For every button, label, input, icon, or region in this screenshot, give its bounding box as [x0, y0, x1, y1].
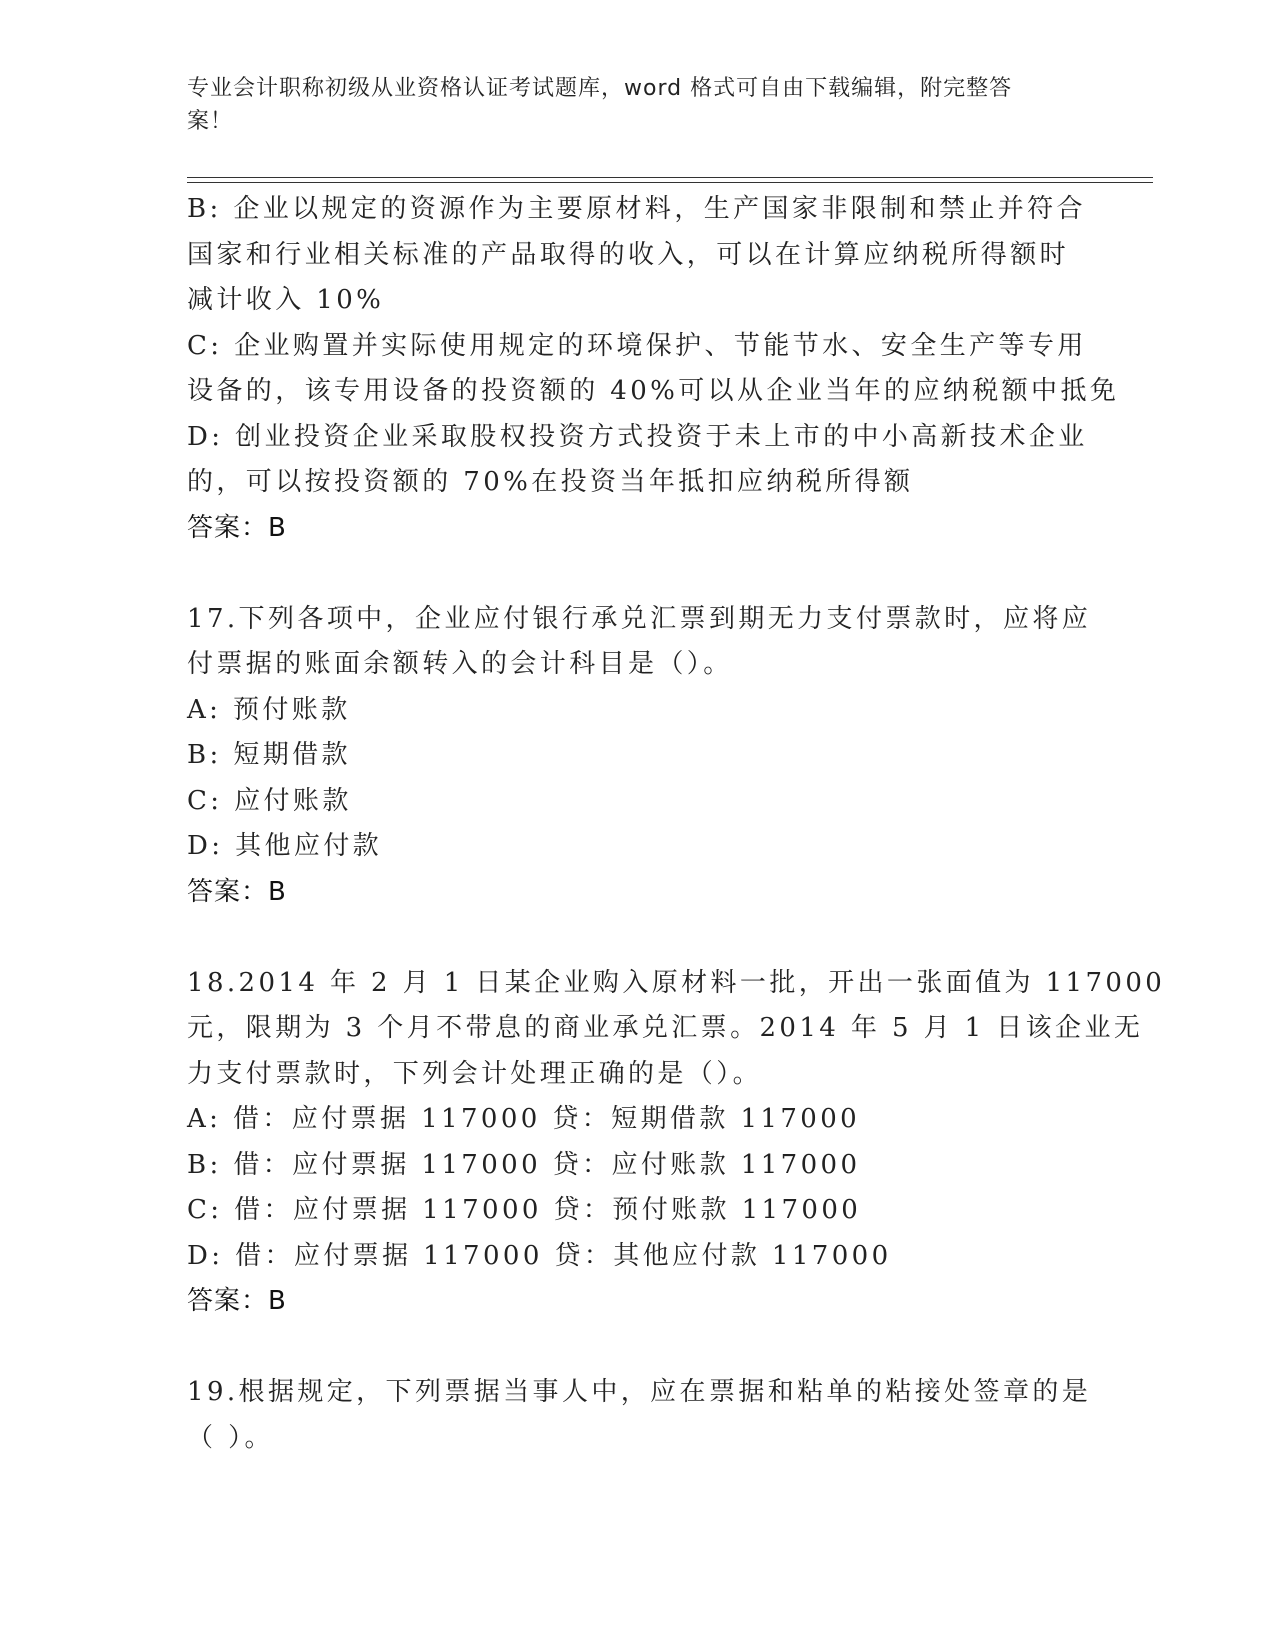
question-17-stem-line-2: 付票据的账面余额转入的会计科目是（）。 — [187, 649, 733, 679]
answer-16: 答案：B — [187, 512, 287, 543]
header-divider-bottom — [187, 182, 1153, 183]
question-content — [187, 187, 1166, 1461]
answer-17: 答案：B — [187, 876, 287, 907]
question-17-stem-line-1: 17.下列各项中，企业应付银行承兑汇票到期无力支付票款时，应将应 — [187, 603, 1092, 634]
question-18-option-d: D: 借：应付票据 117000 贷：其他应付款 117000 — [187, 1240, 892, 1271]
page-header — [187, 72, 1067, 138]
question-17-option-a: A: 预付账款 — [187, 694, 351, 725]
question-18-option-b: B: 借：应付票据 117000 贷：应付账款 117000 — [187, 1149, 861, 1180]
spacer — [187, 1325, 1087, 1371]
question-block-17 — [187, 597, 1092, 916]
question-block-16 — [187, 187, 1120, 551]
answer-18: 答案：B — [187, 1286, 287, 1316]
option-d-line-2: 的，可以按投资额的 70%在投资当年抵扣应纳税所得额 — [187, 467, 914, 497]
option-d-line-1: D: 创业投资企业采取股权投资方式投资于未上市的中小高新技术企业 — [187, 421, 1088, 452]
option-c-line-1: C: 企业购置并实际使用规定的环境保护、节能节水、安全生产等专用 — [187, 330, 1087, 361]
spacer — [187, 551, 1087, 597]
spacer — [187, 915, 1087, 961]
option-b-line-2: 国家和行业相关标准的产品取得的收入，可以在计算应纳税所得额时 — [187, 239, 1070, 270]
question-19-stem-line-2: （ ）。 — [187, 1422, 274, 1453]
question-18-option-a: A: 借：应付票据 117000 贷：短期借款 117000 — [187, 1104, 861, 1134]
header-line-2: 案！ — [187, 109, 234, 134]
question-17-option-c: C: 应付账款 — [187, 785, 352, 816]
question-block-19 — [187, 1370, 1092, 1461]
option-b-line-3: 减计收入 10% — [187, 285, 385, 315]
question-18-stem-line-1: 18.2014 年 2 月 1 日某企业购入原材料一批，开出一张面值为 117000 — [187, 967, 1166, 998]
question-17-option-d: D: 其他应付款 — [187, 831, 383, 861]
option-b-line-1: B: 企业以规定的资源作为主要原材料，生产国家非限制和禁止并符合 — [187, 194, 1086, 224]
question-18-option-c: C: 借：应付票据 117000 贷：预付账款 117000 — [187, 1195, 862, 1225]
question-18-stem-line-3: 力支付票款时，下列会计处理正确的是（）。 — [187, 1058, 763, 1089]
header-line-1: 专业会计职称初级从业资格认证考试题库，word 格式可自由下载编辑，附完整答 — [187, 76, 1013, 101]
question-18-stem-line-2: 元，限期为 3 个月不带息的商业承兑汇票。2014 年 5 月 1 日该企业无 — [187, 1013, 1144, 1043]
option-c-line-2: 设备的，该专用设备的投资额的 40%可以从企业当年的应纳税额中抵免 — [187, 376, 1120, 406]
header-divider-top — [187, 177, 1153, 178]
question-19-stem-line-1: 19.根据规定，下列票据当事人中，应在票据和粘单的粘接处签章的是 — [187, 1377, 1092, 1407]
question-block-18 — [187, 961, 1166, 1325]
question-17-option-b: B: 短期借款 — [187, 740, 351, 770]
